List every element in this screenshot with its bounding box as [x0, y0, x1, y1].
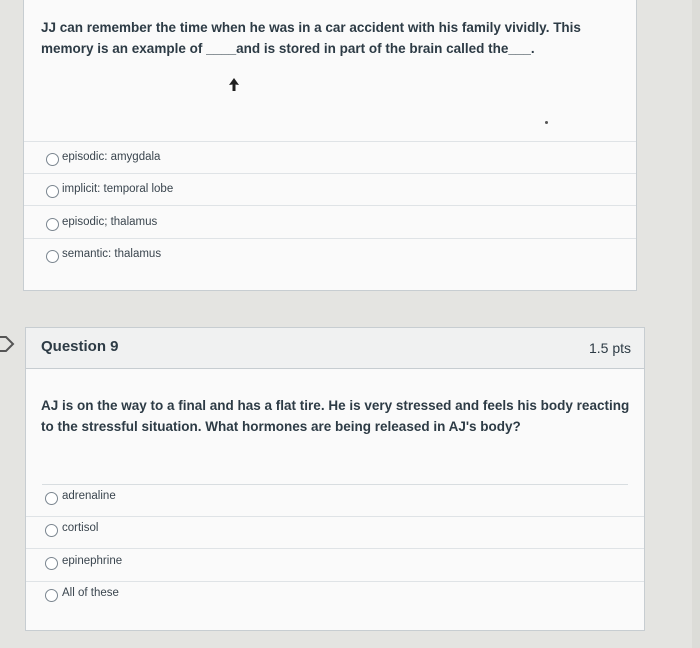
- question-title: Question 9: [41, 338, 119, 355]
- answer-option[interactable]: [26, 548, 644, 581]
- question-header: [26, 328, 644, 369]
- question-points: 1.5 pts: [588, 340, 631, 356]
- radio-button[interactable]: [45, 589, 58, 602]
- answer-label: All of these: [62, 587, 119, 599]
- answer-label: adrenaline: [62, 490, 116, 502]
- radio-button[interactable]: [46, 250, 59, 263]
- question-8-card: [23, 0, 637, 291]
- screen-speck: [545, 121, 548, 124]
- answer-option[interactable]: [26, 485, 644, 517]
- answer-label: cortisol: [62, 522, 99, 534]
- mouse-pointer-icon: [229, 78, 239, 92]
- answer-label: episodic; thalamus: [62, 216, 158, 228]
- bookmark-flag-icon[interactable]: [0, 333, 16, 355]
- radio-button[interactable]: [46, 185, 59, 198]
- question-9-text: AJ is on the way to a final and has a flat tire. He is very stressed and feels his body reacting to the stressful situation. What hormones are being released in AJ's body?: [41, 398, 630, 434]
- question-9-card: [25, 327, 645, 631]
- radio-button[interactable]: [46, 218, 59, 231]
- question-8-text: JJ can remember the time when he was in a car accident with his family vividly. This memory is an example of ____and is stored in part of the brain called the___.: [41, 20, 581, 56]
- answer-option[interactable]: [24, 173, 636, 206]
- answer-option[interactable]: [26, 581, 644, 614]
- answer-label: epinephrine: [62, 555, 123, 567]
- radio-button[interactable]: [45, 557, 58, 570]
- page-edge: [692, 0, 700, 648]
- answer-option[interactable]: [24, 238, 636, 271]
- answer-label: episodic: amygdala: [62, 151, 161, 163]
- answer-label: semantic: thalamus: [62, 248, 162, 260]
- answer-label: implicit: temporal lobe: [62, 183, 174, 195]
- radio-button[interactable]: [45, 492, 58, 505]
- answer-option[interactable]: [24, 141, 636, 174]
- answer-option[interactable]: [26, 516, 644, 549]
- radio-button[interactable]: [45, 524, 58, 537]
- radio-button[interactable]: [46, 153, 59, 166]
- answer-option[interactable]: [24, 205, 636, 238]
